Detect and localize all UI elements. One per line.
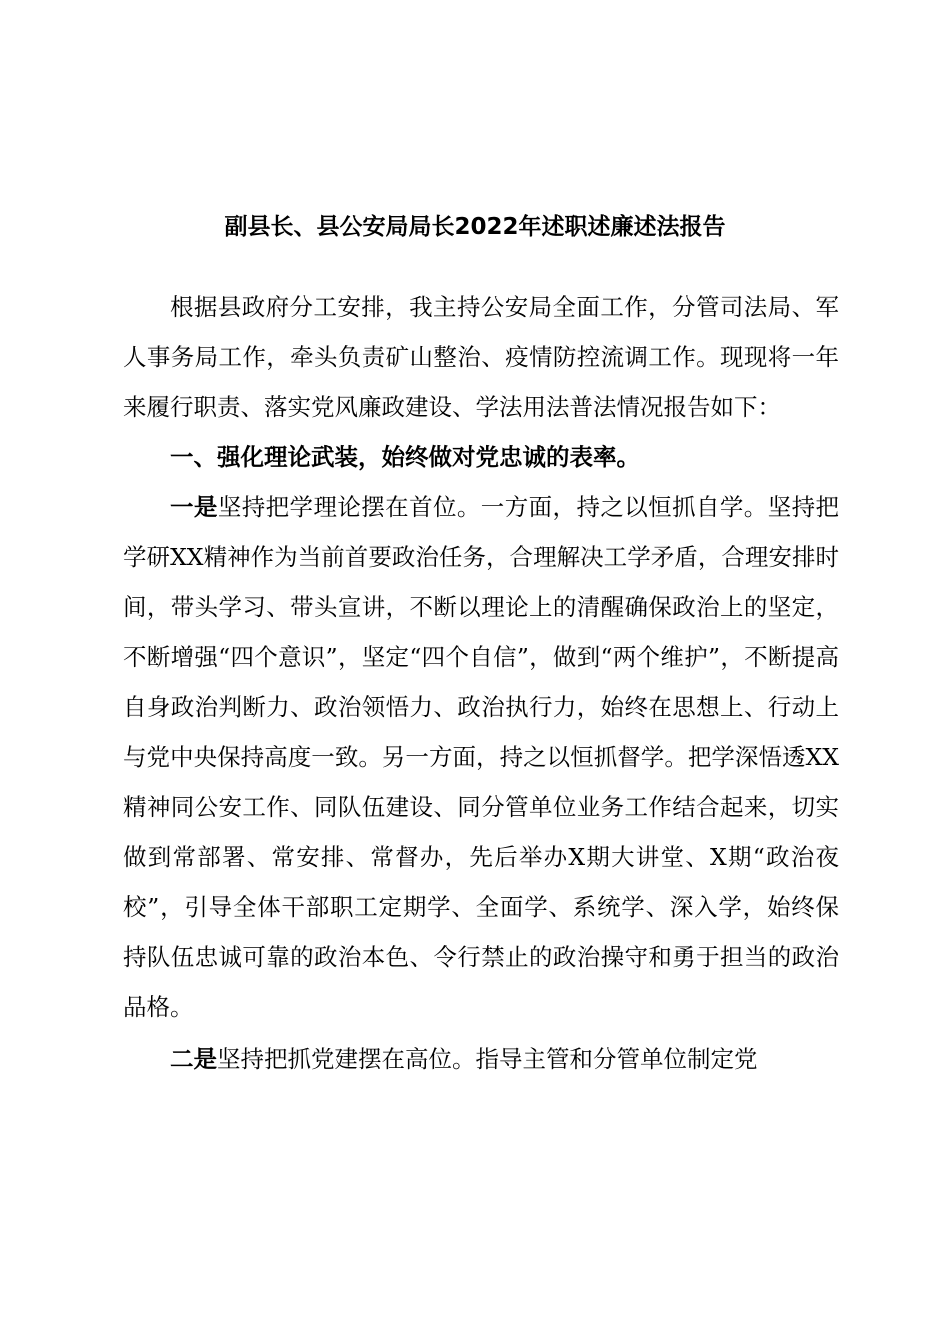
document-body	[123, 282, 839, 1084]
item-1-text: 坚持把学理论摆在首位。一方面，持之以恒抓自学。坚持把学研XX精神作为当前首要政治任务，合理解决工学矛盾，合理安排时间，带头学习、带头宣讲，不断以理论上的清醒确保政治上的坚定，不断增强“四个意识”，坚定“四个自信”，做到“两个维护”，不断提高自身政治判断力、政治领悟力、政治执行力，始终在思想上、行动上与党中央保持高度一致。另一方面，持之以恒抓督学。把学深悟透XX精神同公安工作、同队伍建设、同分管单位业务工作结合起来，切实做到常部署、常安排、常督办，先后举办X期大讲堂、X期“政治夜校”，引导全体干部职工定期学、全面学、系统学、深入学，始终保持队伍忠诚可靠的政治本色、令行禁止的政治操守和勇于担当的政治品格。	[123, 493, 840, 1021]
item-2-lead: 二是	[170, 1045, 217, 1073]
paragraph-item-1	[123, 482, 839, 1032]
intro-paragraph: 根据县政府分工安排，我主持公安局全面工作，分管司法局、军人事务局工作，牵头负责矿山整治、疫情防控流调工作。现现将一年来履行职责、落实党风廉政建设、学法用法普法情况报告如下：	[123, 293, 839, 421]
item-1-lead: 一是	[170, 493, 218, 521]
document-title: 副县长、县公安局局长2022年述职述廉述法报告	[224, 214, 726, 240]
item-2-text: 坚持把抓党建摆在高位。指导主管和分管单位制定党	[217, 1045, 758, 1073]
section-heading-1: 一、强化理论武装，始终做对党忠诚的表率。	[170, 443, 640, 471]
paragraph-item-2	[123, 1034, 839, 1084]
